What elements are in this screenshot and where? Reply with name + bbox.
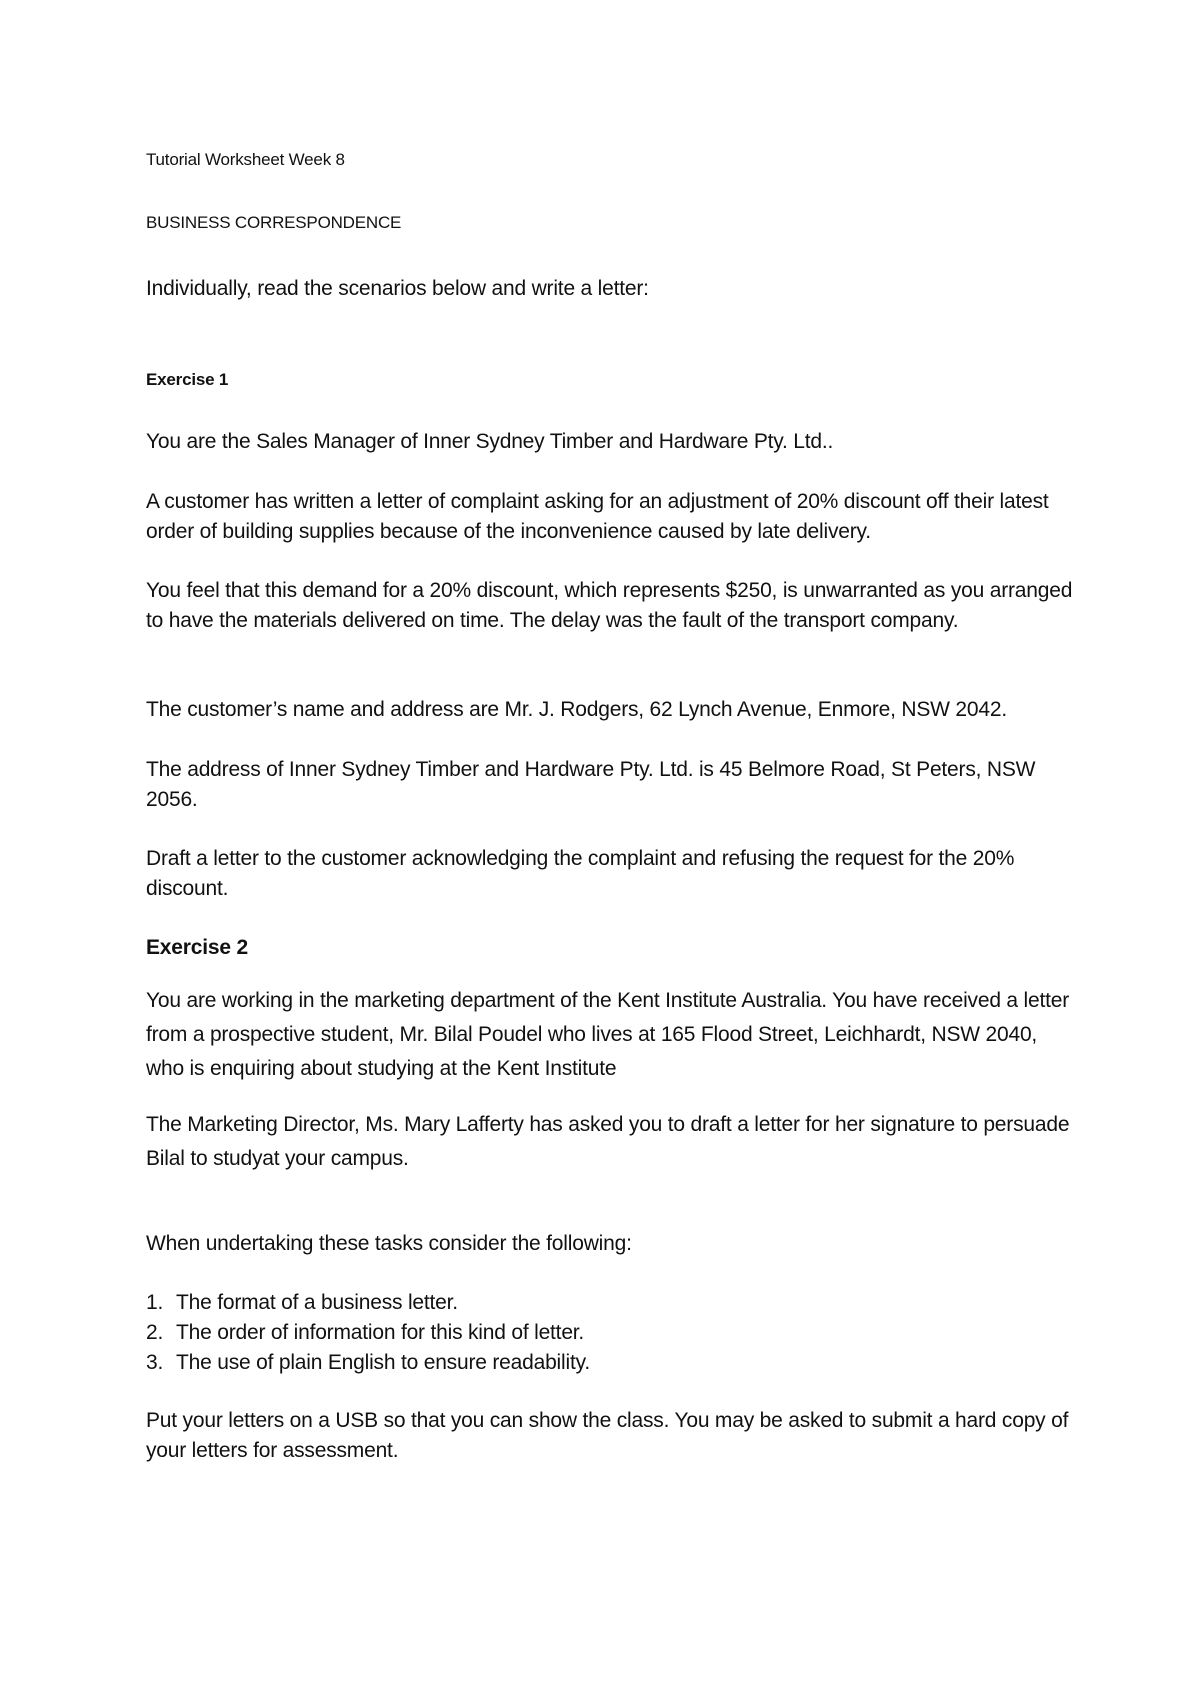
exercise-2-paragraph: The Marketing Director, Ms. Mary Lafferty has asked you to draft a letter for her signature to persuade Bilal to studyat your campus.	[146, 1113, 1070, 1170]
list-item-number: 2.	[146, 1321, 164, 1344]
exercise-1-paragraph: You are the Sales Manager of Inner Sydney Timber and Hardware Pty. Ltd..	[146, 430, 834, 453]
exercise-1-paragraph: The address of Inner Sydney Timber and Hardware Pty. Ltd. is 45 Belmore Road, St Peters, NSW 2056.	[146, 758, 1036, 811]
exercise-1-heading: Exercise 1	[146, 370, 229, 389]
exercise-1-paragraph: Draft a letter to the customer acknowledging the complaint and refusing the request for the 20% discount.	[146, 847, 1015, 900]
list-item-text: The use of plain English to ensure readability.	[176, 1351, 590, 1374]
list-item-text: The order of information for this kind of letter.	[176, 1321, 585, 1344]
list-item-number: 3.	[146, 1351, 164, 1374]
list-item	[146, 1318, 1076, 1348]
exercise-1-paragraph: You feel that this demand for a 20% discount, which represents $250, is unwarranted as you arranged to have the materials delivered on time. The delay was the fault of the transport company.	[146, 579, 1073, 632]
exercise-2-paragraph: You are working in the marketing department of the Kent Institute Australia. You have received a letter from a prospective student, Mr. Bilal Poudel who lives at 165 Flood Street, Leichhardt, NSW 2040, who is enquiring about studying at the Kent Institute	[146, 989, 1070, 1080]
list-item-number: 1.	[146, 1291, 164, 1314]
exercise-1-paragraph: The customer’s name and address are Mr. J. Rodgers, 62 Lynch Avenue, Enmore, NSW 2042.	[146, 698, 1007, 721]
exercise-2-heading: Exercise 2	[146, 936, 248, 959]
list-item	[146, 1288, 1076, 1318]
instruction-text: Individually, read the scenarios below and write a letter:	[146, 277, 649, 300]
exercise-1-paragraph: A customer has written a letter of complaint asking for an adjustment of 20% discount off their latest order of building supplies because of the inconvenience caused by late delivery.	[146, 490, 1049, 543]
considerations-list	[146, 1288, 1076, 1378]
section-title: BUSINESS CORRESPONDENCE	[146, 213, 402, 232]
list-item	[146, 1348, 1076, 1378]
list-item-text: The format of a business letter.	[176, 1291, 458, 1314]
worksheet-title: Tutorial Worksheet Week 8	[146, 150, 345, 169]
considerations-intro: When undertaking these tasks consider the following:	[146, 1232, 632, 1255]
closing-instruction: Put your letters on a USB so that you can show the class. You may be asked to submit a hard copy of your letters for assessment.	[146, 1409, 1069, 1462]
